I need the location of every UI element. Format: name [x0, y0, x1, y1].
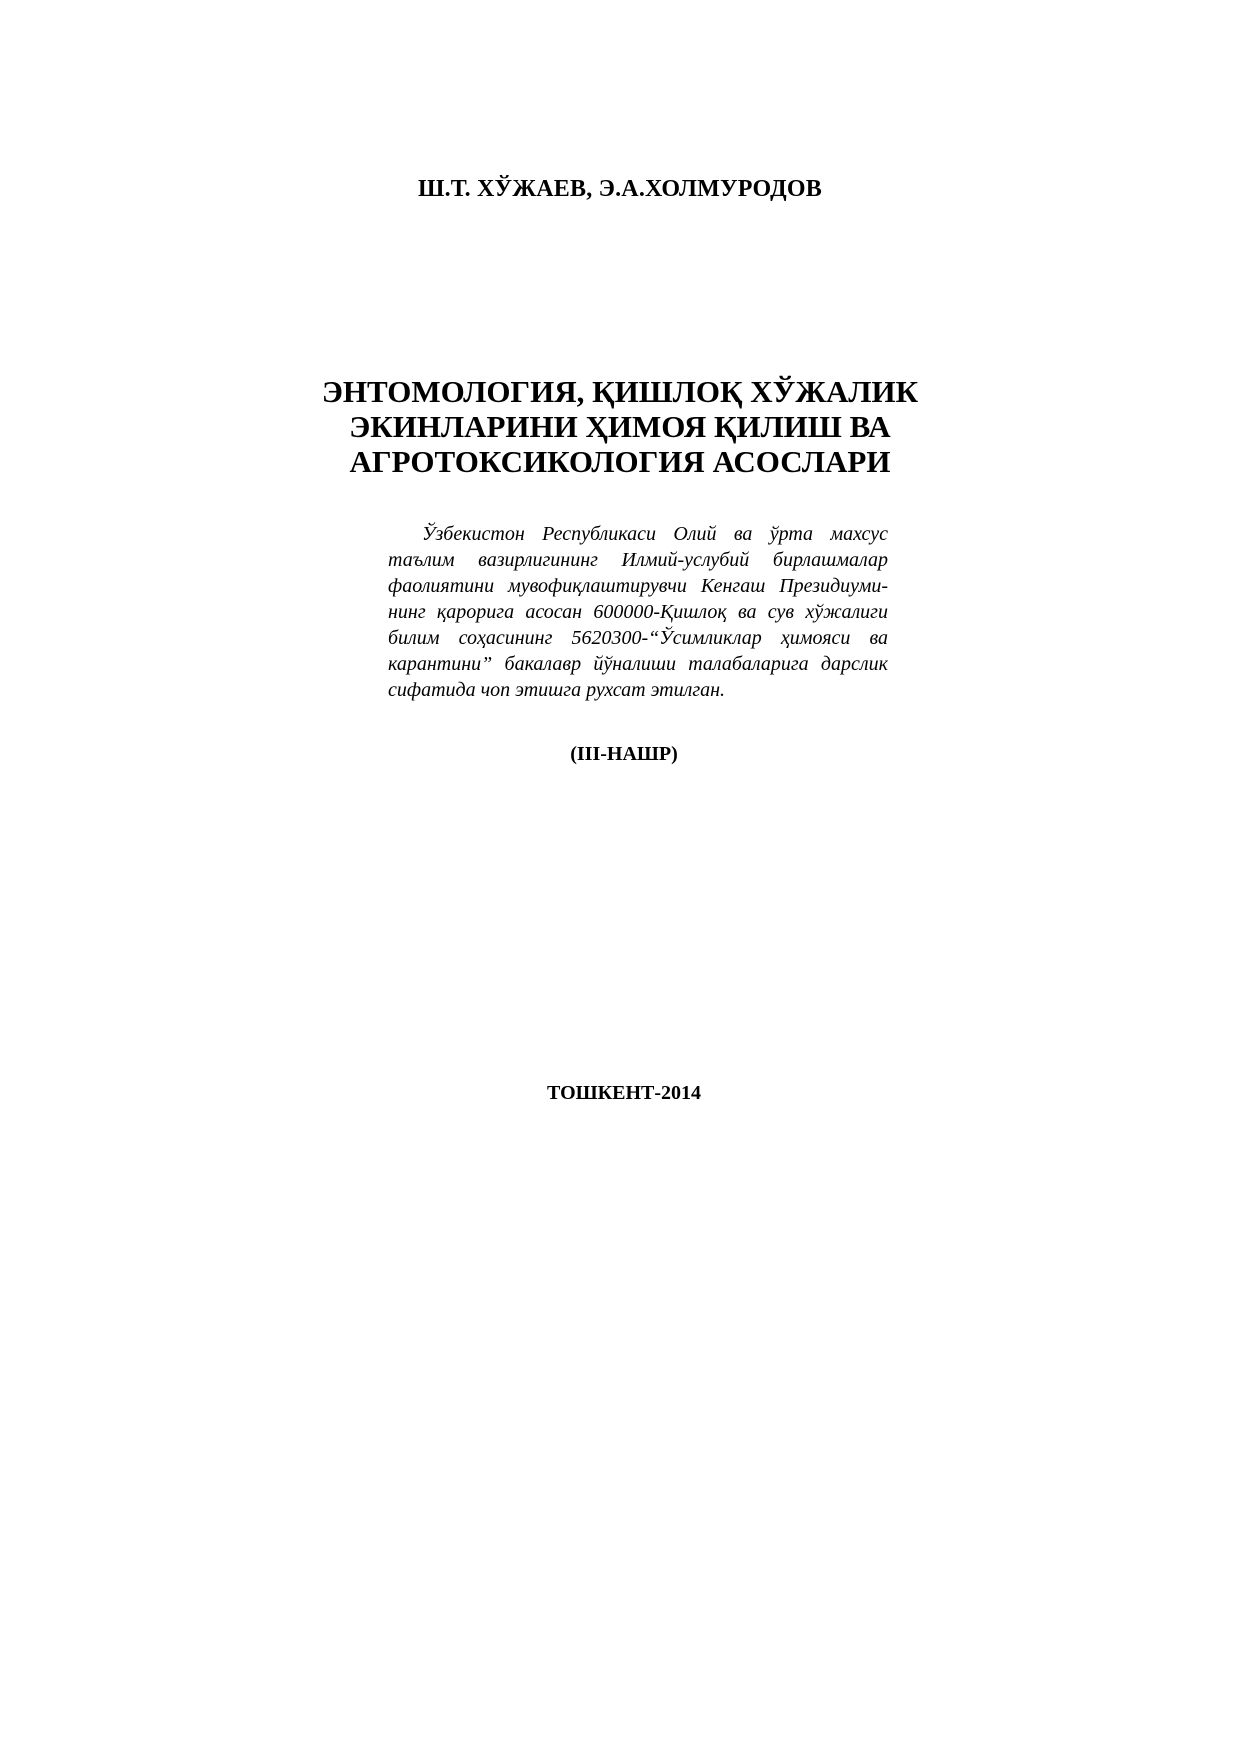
approval-line: таълим вазирлигининг Илмий-услубий бирлашмалар: [388, 549, 888, 571]
approval-line: карантини” бакалавр йўналиши талабаларига дарслик: [388, 653, 888, 675]
book-title: [0, 374, 1240, 479]
city-year-text: ТОШКЕНТ-2014: [547, 1082, 701, 1104]
approval-line: фаолиятини мувофиқлаштирувчи Кенгаш Президиуми-: [388, 575, 888, 597]
approval-statement: [388, 521, 888, 703]
approval-line: билим соҳасининг 5620300-“Ўсимликлар ҳимояси ва: [388, 627, 888, 649]
authors: Ш.Т. ХЎЖАЕВ, Э.А.ХОЛМУРОДОВ: [418, 176, 822, 202]
book-title-line-2: ЭКИНЛАРИНИ ҲИМОЯ ҚИЛИШ ВА: [349, 409, 891, 444]
approval-line: Ўзбекистон Республикаси Олий ва ўрта махсус: [422, 523, 888, 545]
edition-label: [0, 743, 1240, 766]
city-year: [0, 1082, 1240, 1105]
book-title-line-1: ЭНТОМОЛОГИЯ, ҚИШЛОҚ ХЎЖАЛИК: [321, 374, 919, 409]
edition-text: (III-НАШР): [570, 743, 678, 765]
approval-line: сифатида чоп этишга рухсат этилган.: [388, 679, 726, 701]
book-title-line-3: АГРОТОКСИКОЛОГИЯ АСОСЛАРИ: [349, 444, 891, 479]
approval-line: нинг қарорига асосан 600000-Қишлоқ ва сув хўжалиги: [388, 601, 888, 623]
